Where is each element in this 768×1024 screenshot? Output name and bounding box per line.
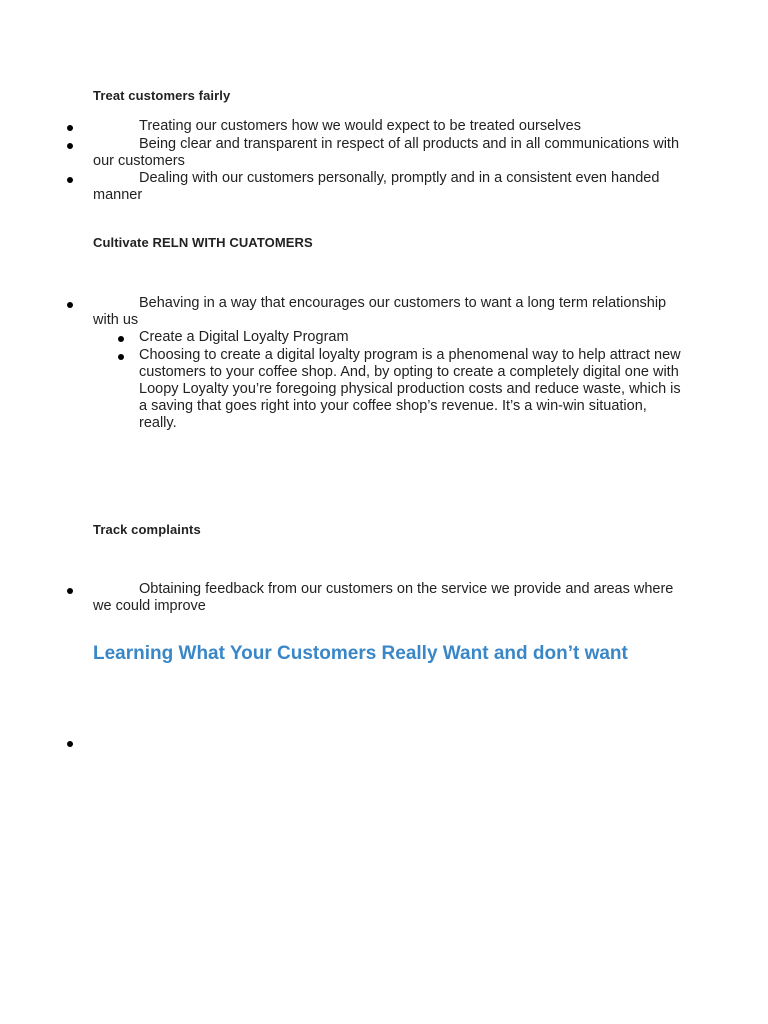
list-item [93,118,683,135]
bullet-icon [67,125,73,131]
bullet-icon [67,143,73,149]
list-item [93,170,683,204]
bullet-icon [67,741,73,747]
list-item-text: Behaving in a way that encourages our customers to want a long term relationship with us [93,295,667,328]
list-item [93,136,683,170]
bullet-icon [67,177,73,183]
list-item-text: Being clear and transparent in respect of all products and in all communications with our customers [93,136,680,169]
list-item-text: Treating our customers how we would expect to be treated ourselves [139,118,581,134]
sub-list-item: Choosing to create a digital loyalty program is a phenomenal way to help attract new customers to your coffee shop. And, by opting to create a completely digital one with Loopy Loyalty you’re foregoing physical production costs and reduce waste, which is a saving that goes right into your coffee shop’s revenue. It’s a win-win situation, really. [139,347,681,431]
sub-bullet-icon [118,336,124,342]
section-heading-track-complaints: Track complaints [93,522,201,537]
sub-bullet-icon [118,354,124,360]
bullet-icon [67,588,73,594]
section-heading-learning-customers: Learning What Your Customers Really Want and don’t want [93,643,628,664]
section-heading-treat-customers: Treat customers fairly [93,88,231,103]
list-item [93,581,683,615]
list-item-text: Dealing with our customers personally, promptly and in a consistent even handed manner [93,170,660,203]
list-item-text: Obtaining feedback from our customers on the service we provide and areas where we could improve [93,581,674,614]
list-item [93,295,683,329]
sub-list-item: Create a Digital Loyalty Program [139,329,349,345]
bullet-icon [67,302,73,308]
section-heading-cultivate-relationships: Cultivate RELN WITH CUATOMERS [93,235,313,250]
